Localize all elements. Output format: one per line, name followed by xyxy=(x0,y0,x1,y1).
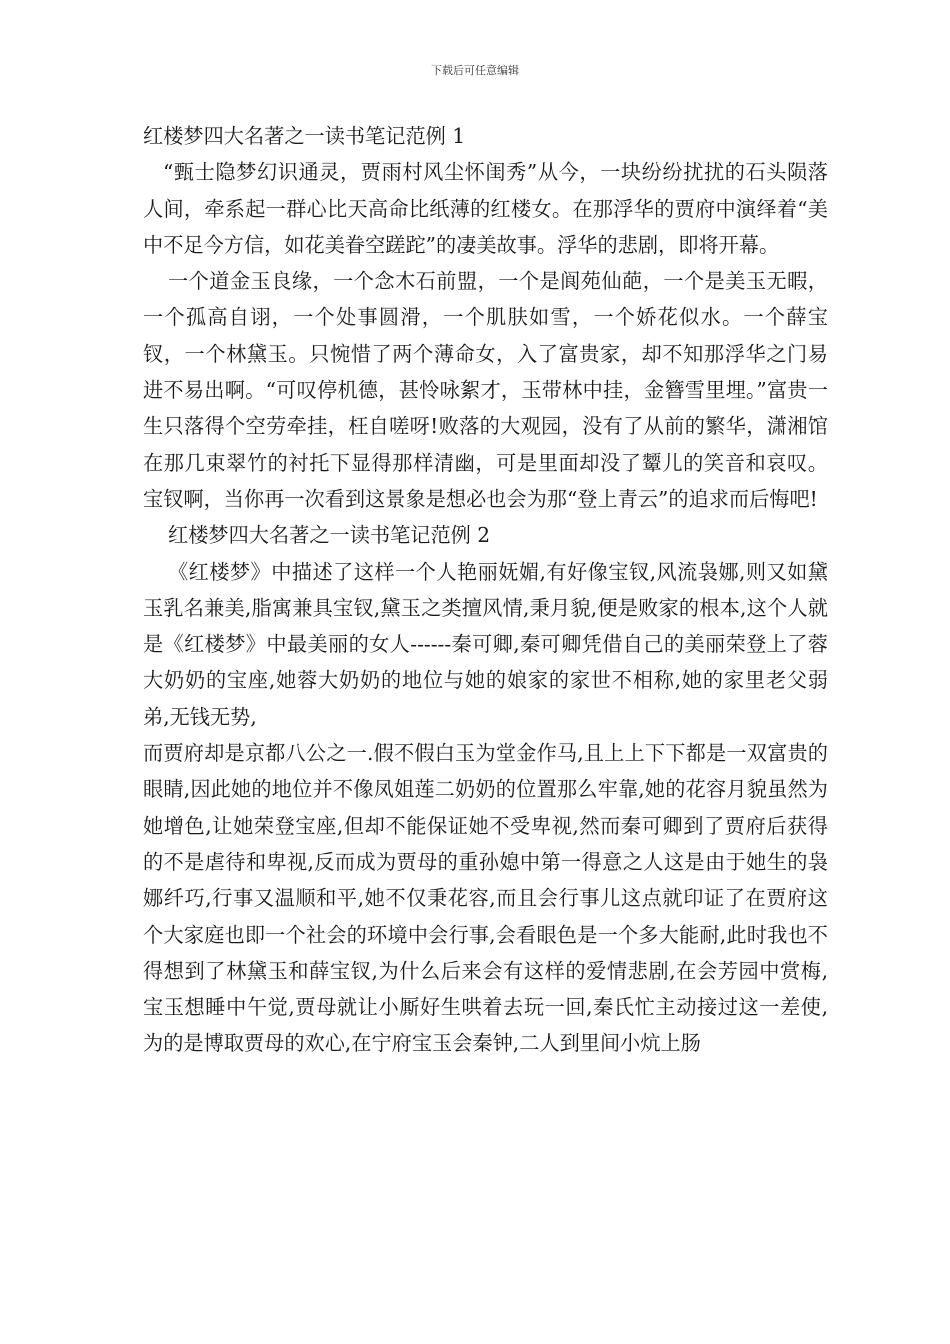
section-title-2: 红楼梦四大名著之一读书笔记范例 2 xyxy=(168,523,491,548)
paragraph-2: 一个道金玉良缘，一个念木石前盟，一个是阆苑仙葩，一个是美玉无暇，一个孤高自诩，一个处事圆滑，一个肌肤如雪，一个娇花似水。一个薛宝钗，一个林黛玉。只惋惜了两个薄命女，入了富贵家，却不知那浮华之门易进不易出啊。“可叹停机德，甚怜咏絮才，玉带林中挂，金簪雪里埋。”富贵一生只落得个空劳牵挂，枉自嗟呀!败落的大观园，没有了从前的繁华，潇湘馆在那几束翠竹的衬托下显得那样清幽，可是里面却没了颦儿的笑音和哀叹。宝钗啊，当你再一次看到这景象是想必也会为那“登上青云”的追求而后悔吧! xyxy=(143,269,828,511)
section-title-1: 红楼梦四大名著之一读书笔记范例 1 xyxy=(143,124,466,148)
paragraph-3: 《红楼梦》中描述了这样一个人艳丽妩媚,有好像宝钗,风流袅娜,则又如黛玉乳名兼美,脂寓兼具宝钗,黛玉之类擅风情,秉月貌,便是败家的根本,这个人就是《红楼梦》中最美丽的女人------秦可卿,秦可卿凭借自己的美丽荣登上了蓉大奶奶的宝座,她蓉大奶奶的地位与她的娘家的家世不相称,她的家里老父弱弟,无钱无势, xyxy=(143,559,828,729)
page-header: 下载后可任意编辑 xyxy=(431,64,519,77)
paragraph-1: “甄士隐梦幻识通灵，贾雨村风尘怀闺秀”从今，一块纷纷扰扰的石头陨落人间，牵系起一群心比天高命比纸薄的红楼女。在那浮华的贾府中演绎着“美中不足今方信，如花美眷空蹉跎”的凄美故事。浮华的悲剧，即将开幕。 xyxy=(143,160,828,257)
document-body xyxy=(143,118,828,1062)
paragraph-4: 而贾府却是京都八公之一.假不假白玉为堂金作马,且上上下下都是一双富贵的眼睛,因此她的地位并不像凤姐莲二奶奶的位置那么牢靠,她的花容月貌虽然为她增色,让她荣登宝座,但却不能保证她不受卑视,然而秦可卿到了贾府后获得的不是虐待和卑视,反而成为贾母的重孙媳中第一得意之人这是由于她生的袅娜纤巧,行事又温顺和平,她不仅秉花容,而且会行事儿这点就印证了在贾府这个大家庭也即一个社会的环境中会行事,会看眼色是一个多大能耐,此时我也不得想到了林黛玉和薛宝钗,为什么后来会有这样的爱情悲剧,在会芳园中赏梅,宝玉想睡中午觉,贾母就让小厮好生哄着去玩一回,秦氏忙主动接过这一差使,为的是博取贾母的欢心,在宁府宝玉会秦钟,二人到里间小炕上肠 xyxy=(143,741,828,1056)
